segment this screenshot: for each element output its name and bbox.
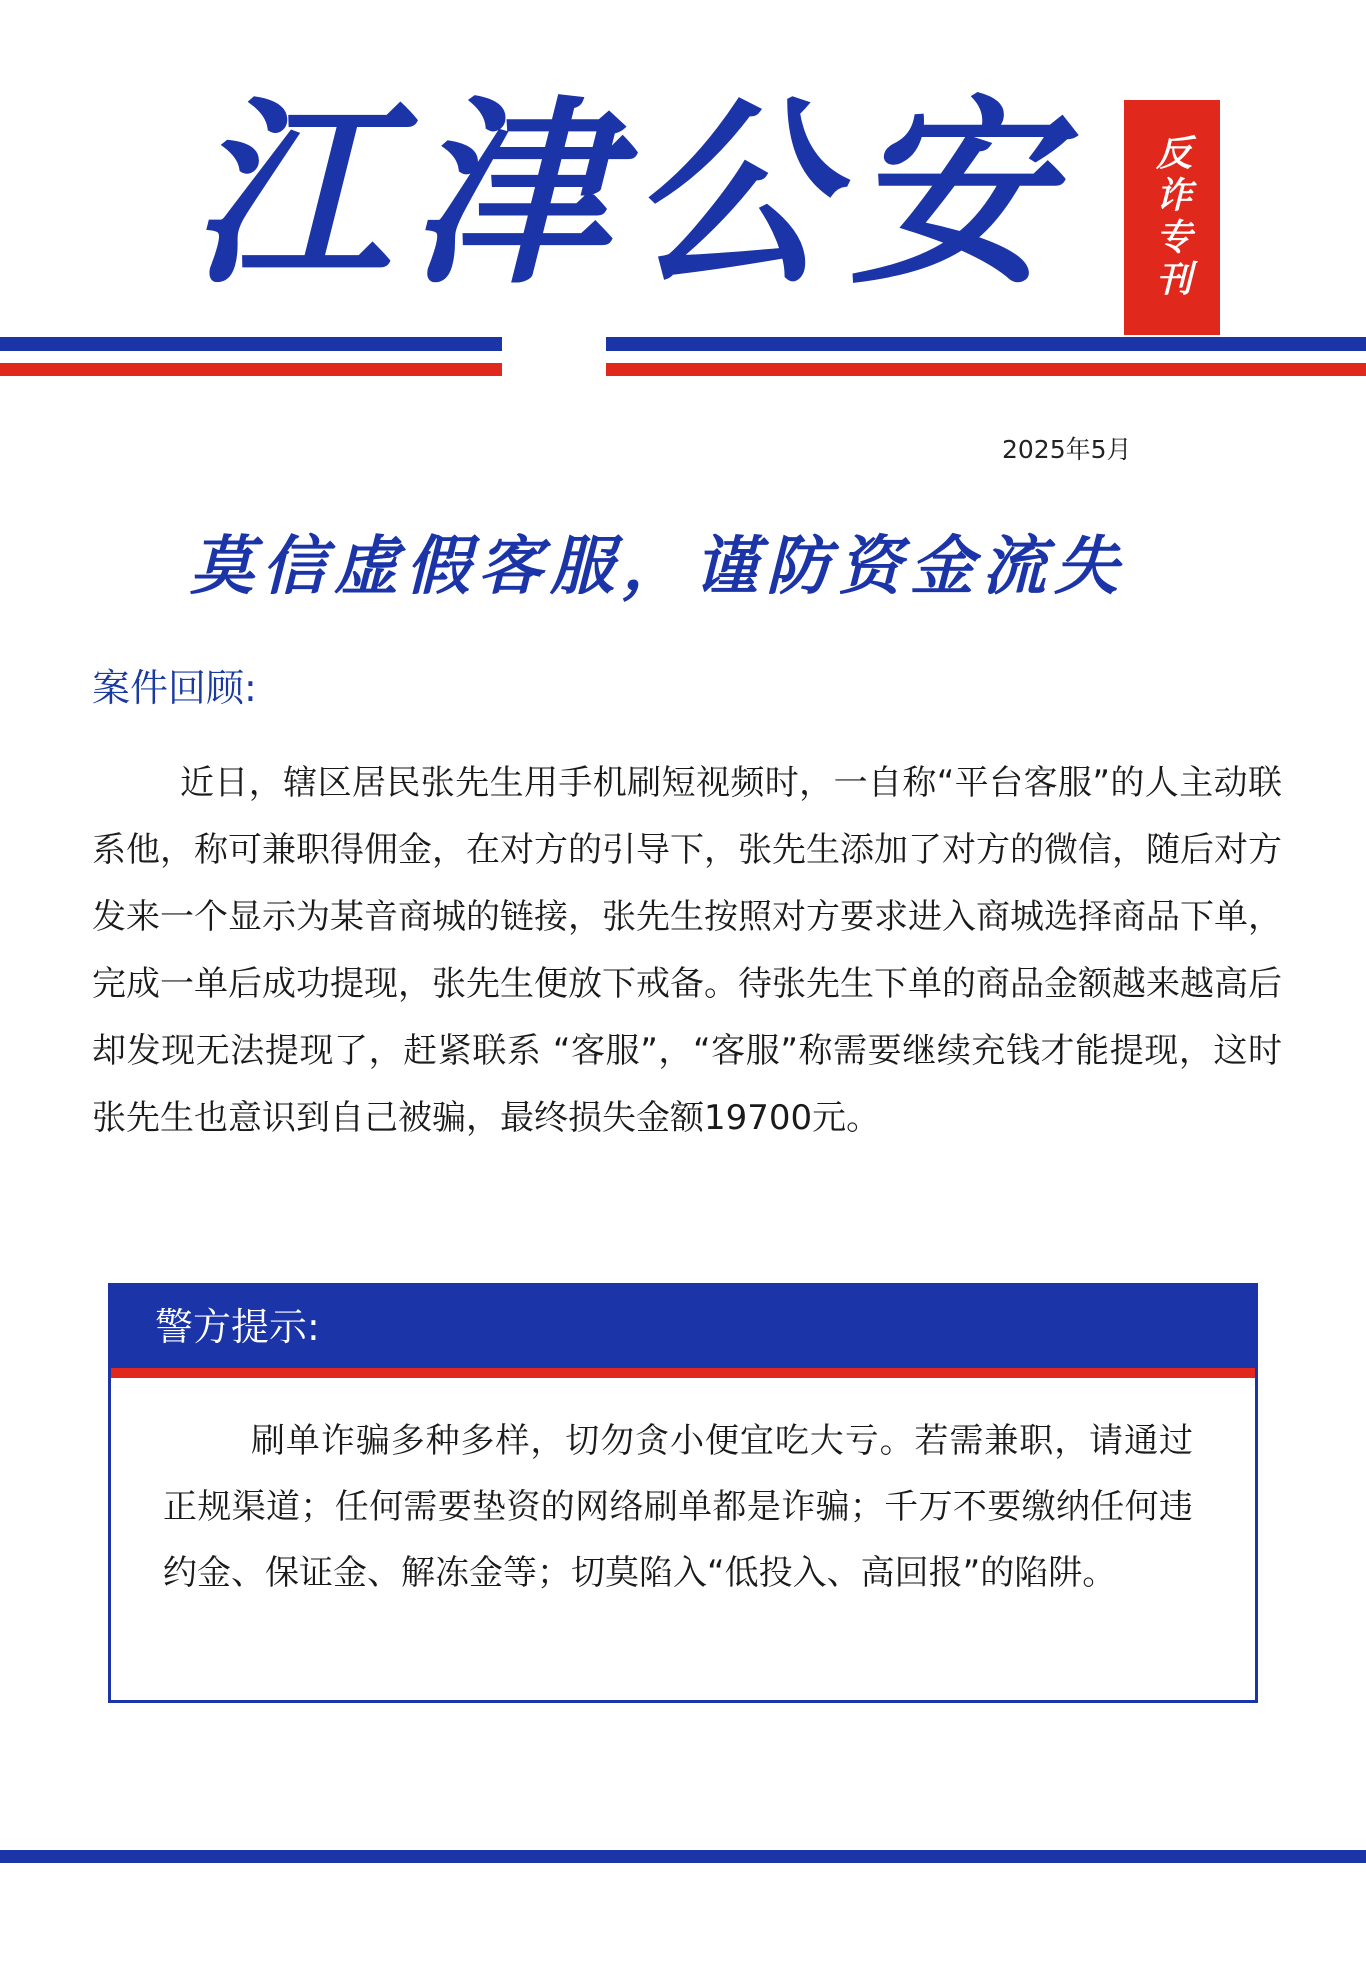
article-headline: 莫信虚假客服，谨防资金流失	[190, 529, 1126, 604]
header-rule-blue-right	[606, 337, 1366, 351]
header-rule-blue-left	[0, 337, 502, 351]
case-review-body: 近日，辖区居民张先生用手机刷短视频时，一自称“平台客服”的人主动联系他，称可兼职得佣金，在对方的引导下，张先生添加了对方的微信，随后对方发来一个显示为某音商城的链接，张先生按照对方要求进入商城选择商品下单，完成一单后成功提现，张先生便放下戒备。待张先生下单的商品金额越来越高后却发现无法提现了，赶紧联系 “客服”，“客服”称需要继续充钱才能提现，这时张先生也意识到自己被骗，最终损失金额19700元。	[92, 763, 1282, 1138]
special-issue-tag: 反诈专刊	[1124, 100, 1220, 335]
police-tip-body: 刷单诈骗多种多样，切勿贪小便宜吃大亏。若需兼职，请通过正规渠道；任何需要垫资的网络刷单都是诈骗；千万不要缴纳任何违约金、保证金、解冻金等；切莫陷入“低投入、高回报”的陷阱。	[163, 1421, 1193, 1593]
issue-date: 2025年5月	[1002, 435, 1132, 464]
case-review-heading: 案件回顾:	[92, 666, 257, 710]
police-tip-stripe	[111, 1368, 1255, 1378]
police-tip-heading: 警方提示:	[111, 1286, 1255, 1368]
police-tip-box	[108, 1283, 1258, 1703]
header-rule-red-right	[606, 363, 1366, 376]
footer-rule	[0, 1850, 1366, 1863]
header-rule-red-left	[0, 363, 502, 376]
masthead-title: 江津公安	[190, 77, 1071, 312]
